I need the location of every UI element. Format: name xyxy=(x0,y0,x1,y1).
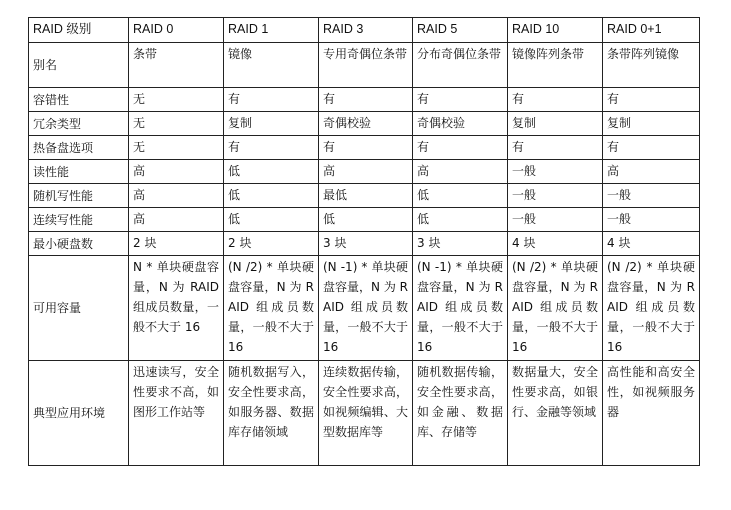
table-cell: 低 xyxy=(319,208,413,232)
table-row-sequential-write xyxy=(29,208,700,232)
header-raid-3: RAID 3 xyxy=(319,18,413,43)
table-row-hot-spare xyxy=(29,136,700,160)
table-row-random-write xyxy=(29,184,700,208)
table-cell: 有 xyxy=(413,88,508,112)
table-cell: N * 单块硬盘容量，N 为 RAID 组成员数量，一般不大于 16 xyxy=(129,256,224,361)
table-cell: 有 xyxy=(319,88,413,112)
table-cell: 复制 xyxy=(603,112,700,136)
table-cell: 条带 xyxy=(129,43,224,88)
table-cell: 条带阵列镜像 xyxy=(603,43,700,88)
table-cell: 低 xyxy=(224,184,319,208)
table-cell: 低 xyxy=(413,208,508,232)
table-row-read-performance xyxy=(29,160,700,184)
header-raid-0-1: RAID 0+1 xyxy=(603,18,700,43)
table-cell: 2 块 xyxy=(129,232,224,256)
table-cell: 一般 xyxy=(508,208,603,232)
table-cell: 镜像 xyxy=(224,43,319,88)
table-cell: 随机数据传输，安全性要求高，如金融、数据库、存储等 xyxy=(413,361,508,466)
table-cell: 高 xyxy=(129,160,224,184)
header-raid-5: RAID 5 xyxy=(413,18,508,43)
table-cell: (N /2) * 单块硬盘容量，N 为 RAID 组成员数量，一般不大于 16 xyxy=(224,256,319,361)
header-raid-0: RAID 0 xyxy=(129,18,224,43)
table-cell: 复制 xyxy=(508,112,603,136)
table-cell: 专用奇偶位条带 xyxy=(319,43,413,88)
row-label-sequential-write: 连续写性能 xyxy=(29,208,129,232)
table-cell: 有 xyxy=(603,136,700,160)
table-cell: 奇偶校验 xyxy=(319,112,413,136)
table-cell: 4 块 xyxy=(508,232,603,256)
table-row-redundancy-type xyxy=(29,112,700,136)
header-raid-level: RAID 级别 xyxy=(29,18,129,43)
table-cell: 有 xyxy=(508,136,603,160)
table-cell: 3 块 xyxy=(413,232,508,256)
table-cell: 分布奇偶位条带 xyxy=(413,43,508,88)
row-label-min-disks: 最小硬盘数 xyxy=(29,232,129,256)
table-cell: 最低 xyxy=(319,184,413,208)
table-cell: 一般 xyxy=(508,184,603,208)
table-cell: 2 块 xyxy=(224,232,319,256)
table-cell: 连续数据传输，安全性要求高，如视频编辑、大型数据库等 xyxy=(319,361,413,466)
table-row-fault-tolerance xyxy=(29,88,700,112)
table-cell: (N -1) * 单块硬盘容量，N 为 RAID 组成员数量，一般不大于 16 xyxy=(413,256,508,361)
table-cell: 4 块 xyxy=(603,232,700,256)
header-raid-1: RAID 1 xyxy=(224,18,319,43)
table-cell: 低 xyxy=(224,160,319,184)
table-row-min-disks xyxy=(29,232,700,256)
header-raid-10: RAID 10 xyxy=(508,18,603,43)
row-label-usable-capacity: 可用容量 xyxy=(29,256,129,361)
table-cell: 一般 xyxy=(603,208,700,232)
table-cell: 一般 xyxy=(508,160,603,184)
header-row xyxy=(29,18,700,43)
table-cell: 无 xyxy=(129,88,224,112)
table-cell: 有 xyxy=(603,88,700,112)
table-row-typical-use xyxy=(29,361,700,466)
table-cell: 复制 xyxy=(224,112,319,136)
table-cell: 有 xyxy=(224,136,319,160)
raid-comparison-table xyxy=(28,17,700,466)
table-cell: (N /2) * 单块硬盘容量，N 为 RAID 组成员数量，一般不大于 16 xyxy=(508,256,603,361)
row-label-fault-tolerance: 容错性 xyxy=(29,88,129,112)
table-cell: 高 xyxy=(319,160,413,184)
table-cell: 3 块 xyxy=(319,232,413,256)
table-cell: 一般 xyxy=(603,184,700,208)
table-row-usable-capacity xyxy=(29,256,700,361)
table-cell: (N -1) * 单块硬盘容量，N 为 RAID 组成员数量，一般不大于 16 xyxy=(319,256,413,361)
table-cell: 有 xyxy=(224,88,319,112)
table-cell: 无 xyxy=(129,112,224,136)
row-label-hot-spare: 热备盘选项 xyxy=(29,136,129,160)
table-cell: 高性能和高安全性，如视频服务器 xyxy=(603,361,700,466)
table-cell: 高 xyxy=(129,184,224,208)
table-cell: 有 xyxy=(508,88,603,112)
table-row-alias xyxy=(29,43,700,88)
table-cell: 低 xyxy=(413,184,508,208)
table-cell: (N /2) * 单块硬盘容量，N 为 RAID 组成员数量，一般不大于 16 xyxy=(603,256,700,361)
row-label-typical-use: 典型应用环境 xyxy=(29,361,129,466)
table-cell: 高 xyxy=(129,208,224,232)
table-cell: 数据量大，安全性要求高，如银行、金融等领域 xyxy=(508,361,603,466)
table-cell: 低 xyxy=(224,208,319,232)
row-label-alias: 别名 xyxy=(29,43,129,88)
row-label-read-performance: 读性能 xyxy=(29,160,129,184)
table-cell: 无 xyxy=(129,136,224,160)
row-label-random-write: 随机写性能 xyxy=(29,184,129,208)
table-cell: 有 xyxy=(413,136,508,160)
table-cell: 高 xyxy=(603,160,700,184)
table-cell: 迅速读写，安全性要求不高，如图形工作站等 xyxy=(129,361,224,466)
table-cell: 镜像阵列条带 xyxy=(508,43,603,88)
table-cell: 有 xyxy=(319,136,413,160)
raid-comparison-table-container xyxy=(28,17,700,466)
table-cell: 奇偶校验 xyxy=(413,112,508,136)
row-label-redundancy-type: 冗余类型 xyxy=(29,112,129,136)
table-cell: 随机数据写入，安全性要求高，如服务器、数据库存储领域 xyxy=(224,361,319,466)
table-cell: 高 xyxy=(413,160,508,184)
